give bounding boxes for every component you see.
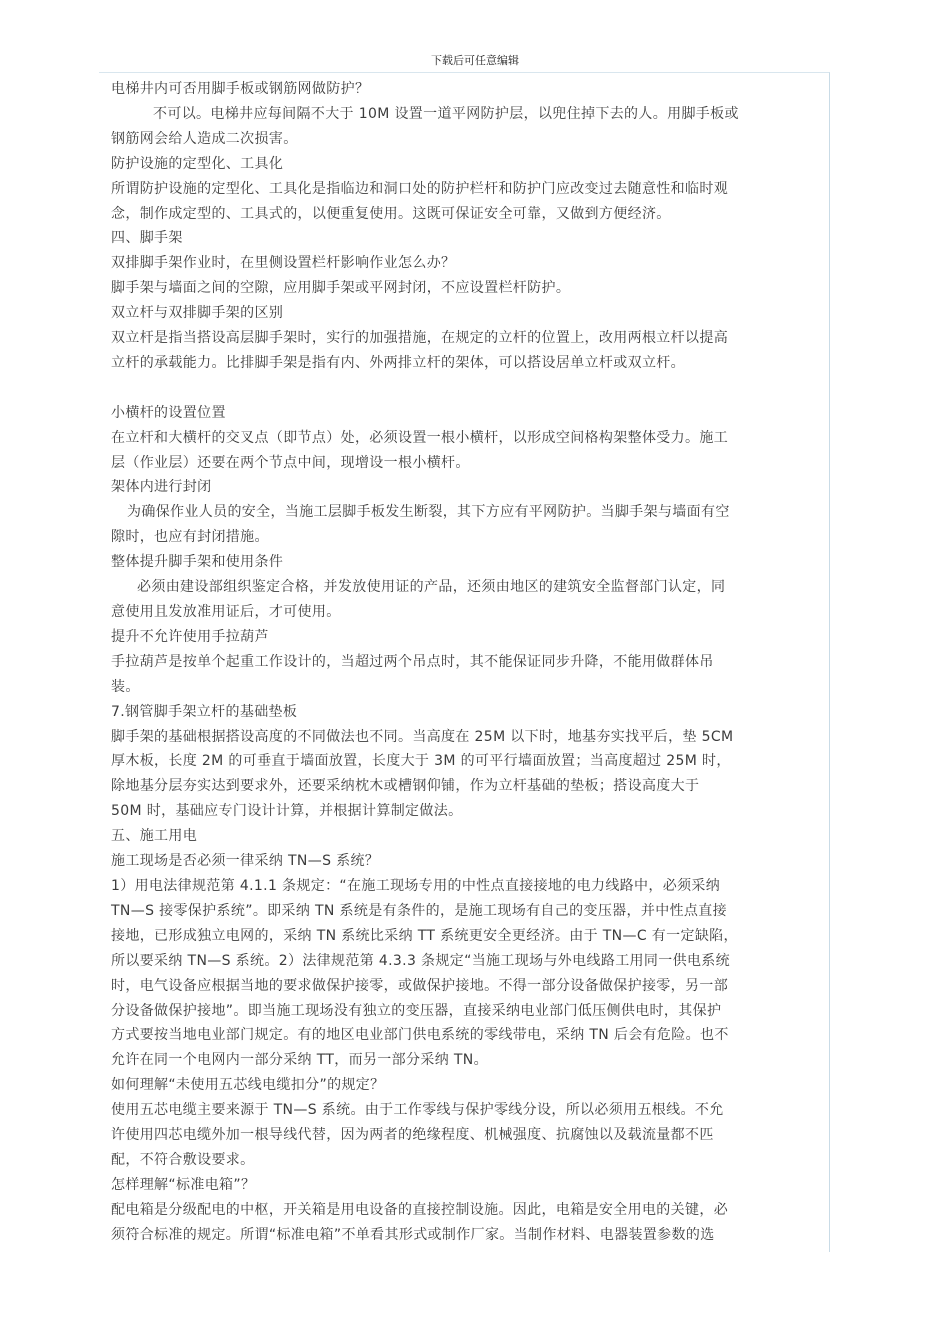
- document-content-area: [99, 72, 830, 1252]
- text-line: 提升不允许使用手拉葫芦: [111, 628, 269, 645]
- text-line: 脚手架的基础根据搭设高度的不同做法也不同。当高度在 25M 以下时，地基夯实找平后，垫 5CM: [111, 728, 734, 745]
- blank-line: [111, 376, 801, 401]
- text-line: 层（作业层）还要在两个节点中间，现增设一根小横杆。: [111, 454, 470, 471]
- text-line: 除地基分层夯实达到要求外，还要采纳枕木或槽钢仰铺，作为立杆基础的垫板；搭设高度大于: [111, 778, 700, 795]
- text-line: 小横杆的设置位置: [111, 404, 226, 421]
- text-line: 电梯井内可否用脚手板或钢筋网做防护？: [111, 81, 370, 97]
- text-line: 五、施工用电: [111, 828, 198, 845]
- page-header: 下载后可任意编辑: [431, 54, 519, 67]
- text-line: 方式要按当地电业部门规定。有的地区电业部门供电系统的零线带电，采纳 TN 后会有危险。也不: [111, 1027, 729, 1044]
- text-line: 使用五芯电缆主要来源于 TN—S 系统。由于工作零线与保护零线分设，所以必须用五根线。不允: [111, 1102, 724, 1119]
- text-line: 须符合标准的规定。所谓“标准电箱”不单看其形式或制作厂家。当制作材料、电器装置参数的选: [111, 1226, 715, 1243]
- text-line: 双排脚手架作业时，在里侧设置栏杆影响作业怎么办？: [111, 255, 456, 272]
- text-line: 厚木板，长度 2M 的可垂直于墙面放置，长度大于 3M 的可平行墙面放置；当高度超过 25M 时，: [111, 753, 731, 770]
- text-line: 施工现场是否必须一律采纳 TN—S 系统？: [111, 853, 380, 870]
- text-line: 接地，已形成独立电网的，采纳 TN 系统比采纳 TT 系统更安全更经济。由于 TN—C 有一定缺陷，: [111, 927, 738, 944]
- text-line: 必须由建设部组织鉴定合格，并发放使用证的产品，还须由地区的建筑安全监督部门认定，同: [137, 579, 726, 596]
- text-line: 立杆的承载能力。比排脚手架是指有内、外两排立杆的架体，可以搭设居单立杆或双立杆。: [111, 354, 685, 371]
- text-line: 整体提升脚手架和使用条件: [111, 554, 284, 571]
- text-line: 钢筋网会给人造成二次损害。: [111, 130, 298, 147]
- text-line: 如何理解“未使用五芯线电缆扣分”的规定？: [111, 1077, 385, 1094]
- text-line: 许使用四芯电缆外加一根导线代替，因为两者的绝缘程度、机械强度、抗腐蚀以及载流量都不匹: [111, 1127, 714, 1144]
- text-line: 所以要采纳 TN—S 系统。2）法律规范第 4.3.3 条规定“当施工现场与外电线路工用同一供电系统: [111, 952, 730, 969]
- text-line: 分设备做保护接地”。即当施工现场没有独立的变压器，直接采纳电业部门低压侧供电时，其保护: [111, 1002, 722, 1019]
- text-line: 四、脚手架: [111, 230, 183, 247]
- text-line: 7.钢管脚手架立杆的基础垫板: [111, 703, 298, 720]
- text-line: 怎样理解“标准电箱”？: [111, 1176, 256, 1193]
- text-line: 双立杆与双排脚手架的区别: [111, 305, 284, 322]
- document-body: [111, 77, 801, 1248]
- text-line: 允许在同一个电网内一部分采纳 TT，而另一部分采纳 TN。: [111, 1052, 488, 1069]
- text-line: 1）用电法律规范第 4.1.1 条规定：“在施工现场专用的中性点直接接地的电力线路中，必须采纳: [111, 877, 721, 894]
- text-line: TN—S 接零保护系统”。即采纳 TN 系统是有条件的，是施工现场有自己的变压器，并中性点直接: [111, 902, 727, 919]
- text-line: 为确保作业人员的安全，当施工层脚手板发生断裂，其下方应有平网防护。当脚手架与墙面有空: [127, 504, 730, 521]
- text-line: 念，制作成定型的、工具式的，以便重复使用。这既可保证安全可靠，又做到方便经济。: [111, 205, 671, 222]
- text-line: 时，电气设备应根据当地的要求做保护接零，或做保护接地。不得一部分设备做保护接零，另一部: [111, 977, 729, 994]
- text-line: 装。: [111, 678, 140, 695]
- text-line: 防护设施的定型化、工具化: [111, 155, 284, 172]
- text-line: 隙时，也应有封闭措施。: [111, 529, 269, 546]
- text-line: 双立杆是指当搭设高层脚手架时，实行的加强措施，在规定的立杆的位置上，改用两根立杆以提高: [111, 330, 729, 347]
- text-line: 手拉葫芦是按单个起重工作设计的，当超过两个吊点时，其不能保证同步升降，不能用做群体吊: [111, 653, 714, 670]
- text-line: 配，不符合敷设要求。: [111, 1151, 255, 1168]
- text-line: 架体内进行封闭: [111, 479, 212, 496]
- text-line: 50M 时，基础应专门设计计算，并根据计算制定做法。: [111, 803, 463, 820]
- text-line: 不可以。电梯井应每间隔不大于 10M 设置一道平网防护层，以兜住掉下去的人。用脚手板或: [153, 105, 739, 122]
- text-line: 所谓防护设施的定型化、工具化是指临边和洞口处的防护栏杆和防护门应改变过去随意性和临时观: [111, 180, 729, 197]
- text-line: 配电箱是分级配电的中枢，开关箱是用电设备的直接控制设施。因此，电箱是安全用电的关键，必: [111, 1201, 729, 1218]
- text-line: 在立杆和大横杆的交叉点（即节点）处，必须设置一根小横杆，以形成空间格构架整体受力。施工: [111, 429, 729, 446]
- text-line: 意使用且发放准用证后，才可使用。: [111, 604, 341, 621]
- text-line: 脚手架与墙面之间的空隙，应用脚手架或平网封闭，不应设置栏杆防护。: [111, 280, 571, 297]
